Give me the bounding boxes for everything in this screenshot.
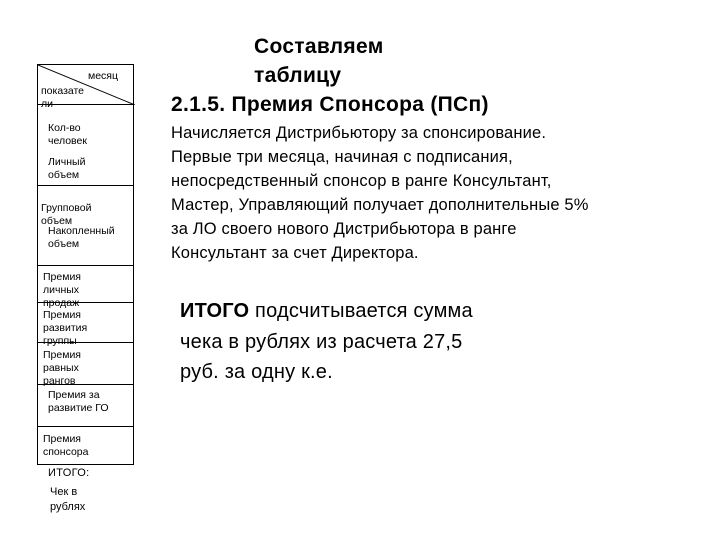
table-divider bbox=[38, 426, 133, 427]
row-equal-rank-bonus: Премия равных рангов bbox=[43, 349, 81, 387]
itogo-line-3: руб. за одну к.е. bbox=[180, 361, 333, 383]
header-indicators: показате ли bbox=[41, 85, 85, 110]
itogo-line-1: подсчитывается сумма bbox=[249, 300, 473, 322]
table-divider bbox=[38, 185, 133, 186]
itogo-word: ИТОГО bbox=[180, 300, 250, 322]
row-personal-sales-bonus: Премия личных продаж bbox=[43, 271, 81, 309]
description-line: Мастер, Управляющий получает дополнительные 5% bbox=[171, 196, 589, 214]
total-label: ИТОГО: bbox=[48, 467, 90, 479]
row-people-count: Кол-во человек bbox=[48, 122, 87, 147]
heading-line-2: таблицу bbox=[254, 64, 342, 87]
table-divider bbox=[38, 265, 133, 266]
row-personal-volume: Личный объем bbox=[48, 156, 86, 181]
row-go-development-bonus: Премия за развитие ГО bbox=[48, 389, 109, 414]
row-group-volume: Групповой объем bbox=[41, 202, 92, 227]
row-accumulated-volume: Накопленный объем bbox=[48, 225, 115, 250]
description-line: Консультант за счет Директора. bbox=[171, 244, 419, 262]
itogo-line-2: чека в рублях из расчета 27,5 bbox=[180, 330, 463, 353]
itogo-paragraph bbox=[180, 296, 600, 388]
description-line: Первые три месяца, начиная с подписания, bbox=[171, 148, 513, 166]
check-in-rubles-label: Чек в рублях bbox=[50, 486, 86, 513]
heading-line-1: Составляем bbox=[254, 35, 384, 58]
report-table bbox=[37, 64, 134, 465]
description-line: непосредственный спонсор в ранге Консультант, bbox=[171, 172, 552, 190]
section-title: 2.1.5. Премия Спонсора (ПСп) bbox=[171, 93, 489, 116]
row-sponsor-bonus: Премия спонсора bbox=[43, 433, 89, 458]
description-paragraph bbox=[171, 121, 711, 265]
description-line: за ЛО своего нового Дистрибьютора в ранге bbox=[171, 220, 517, 238]
row-group-development-bonus: Премия развития группы bbox=[43, 309, 88, 347]
header-month: месяц bbox=[88, 70, 119, 82]
description-line: Начисляется Дистрибьютору за спонсирование. bbox=[171, 124, 547, 142]
